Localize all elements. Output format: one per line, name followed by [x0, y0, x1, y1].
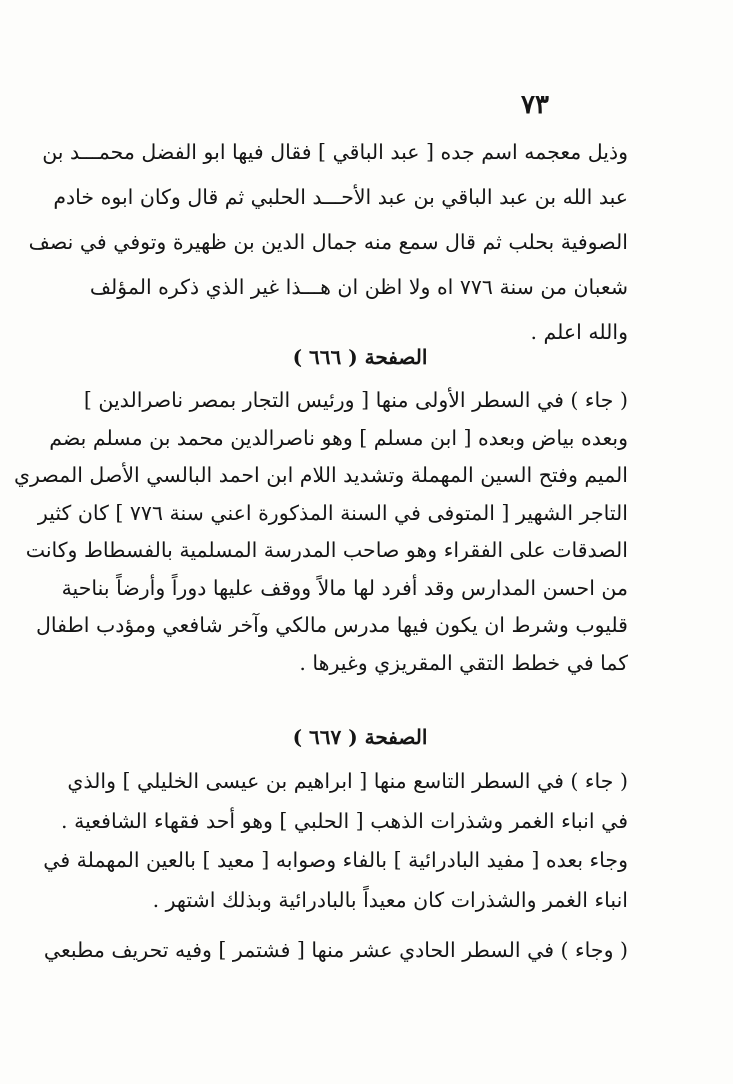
paragraph-3 [43, 762, 628, 920]
text-line: كما في خطط التقي المقريزي وغيرها . [299, 650, 628, 675]
text-line: ( وجاء ) في السطر الحادي عشر منها [ فشتمر ] وفيه تحريف مطبعي [43, 938, 628, 962]
text-line: قليوب وشرط ان يكون فيها مدرس مالكي وآخر شافعي ومؤدب اطفال [35, 613, 628, 637]
paragraph-1 [28, 130, 628, 355]
text-line: وبعده بياض وبعده [ ابن مسلم ] وهو ناصرالدين محمد بن مسلم بضم [49, 425, 628, 450]
text-line: من احسن المدارس وقد أفرد لها مالاً ووقف عليها دوراً وأرضاً بناحية [61, 575, 628, 600]
text-line: انباء الغمر والشذرات كان معيداً بالبادرائية وبذلك اشتهر . [152, 887, 628, 912]
text-line: في انباء الغمر وشذرات الذهب [ الحلبي ] وهو أحد فقهاء الشافعية . [61, 808, 628, 833]
page-number: ٧٣ [521, 90, 549, 120]
paragraph-2 [13, 382, 628, 682]
text-line: شعبان من سنة ٧٧٦ اه ولا اظن ان هـــذا غير الذي ذكره المؤلف [89, 275, 628, 299]
text-line: ( جاء ) في السطر التاسع منها [ ابراهيم بن عيسى الخليلي ] والذي [67, 769, 628, 793]
text-line: ( جاء ) في السطر الأولى منها [ ورئيس التجار بمصر ناصرالدين ] [83, 388, 628, 412]
text-line: الصدقات على الفقراء وهو صاحب المدرسة المسلمية بالفسطاط وكانت [25, 538, 628, 562]
text-line: الصوفية بحلب ثم قال سمع منه جمال الدين بن ظهيرة وتوفي في نصف [28, 230, 628, 254]
text-line: والله اعلم . [530, 320, 628, 344]
text-line: التاجر الشهير [ المتوفى في السنة المذكورة اعني سنة ٧٧٦ ] كان كثير [37, 500, 628, 525]
text-line: الميم وفتح السين المهملة وتشديد اللام ابن احمد البالسي الأصل المصري [13, 463, 628, 487]
paragraph-4 [43, 930, 628, 970]
text-line: عبد الله بن عبد الباقي بن عبد الأحـــد الحلبي ثم قال وكان ابوه خادم [53, 185, 628, 209]
text-line: وذيل معجمه اسم جده [ عبد الباقي ] فقال فيها ابو الفضل محمـــد بن [42, 140, 628, 164]
text-line: وجاء بعده [ مفيد البادرائية ] بالفاء وصوابه [ معيد ] بالعين المهملة في [43, 848, 628, 872]
section-heading-667: الصفحة ( ٦٦٧ ) [292, 725, 428, 749]
section-heading-666: الصفحة ( ٦٦٦ ) [292, 345, 428, 369]
